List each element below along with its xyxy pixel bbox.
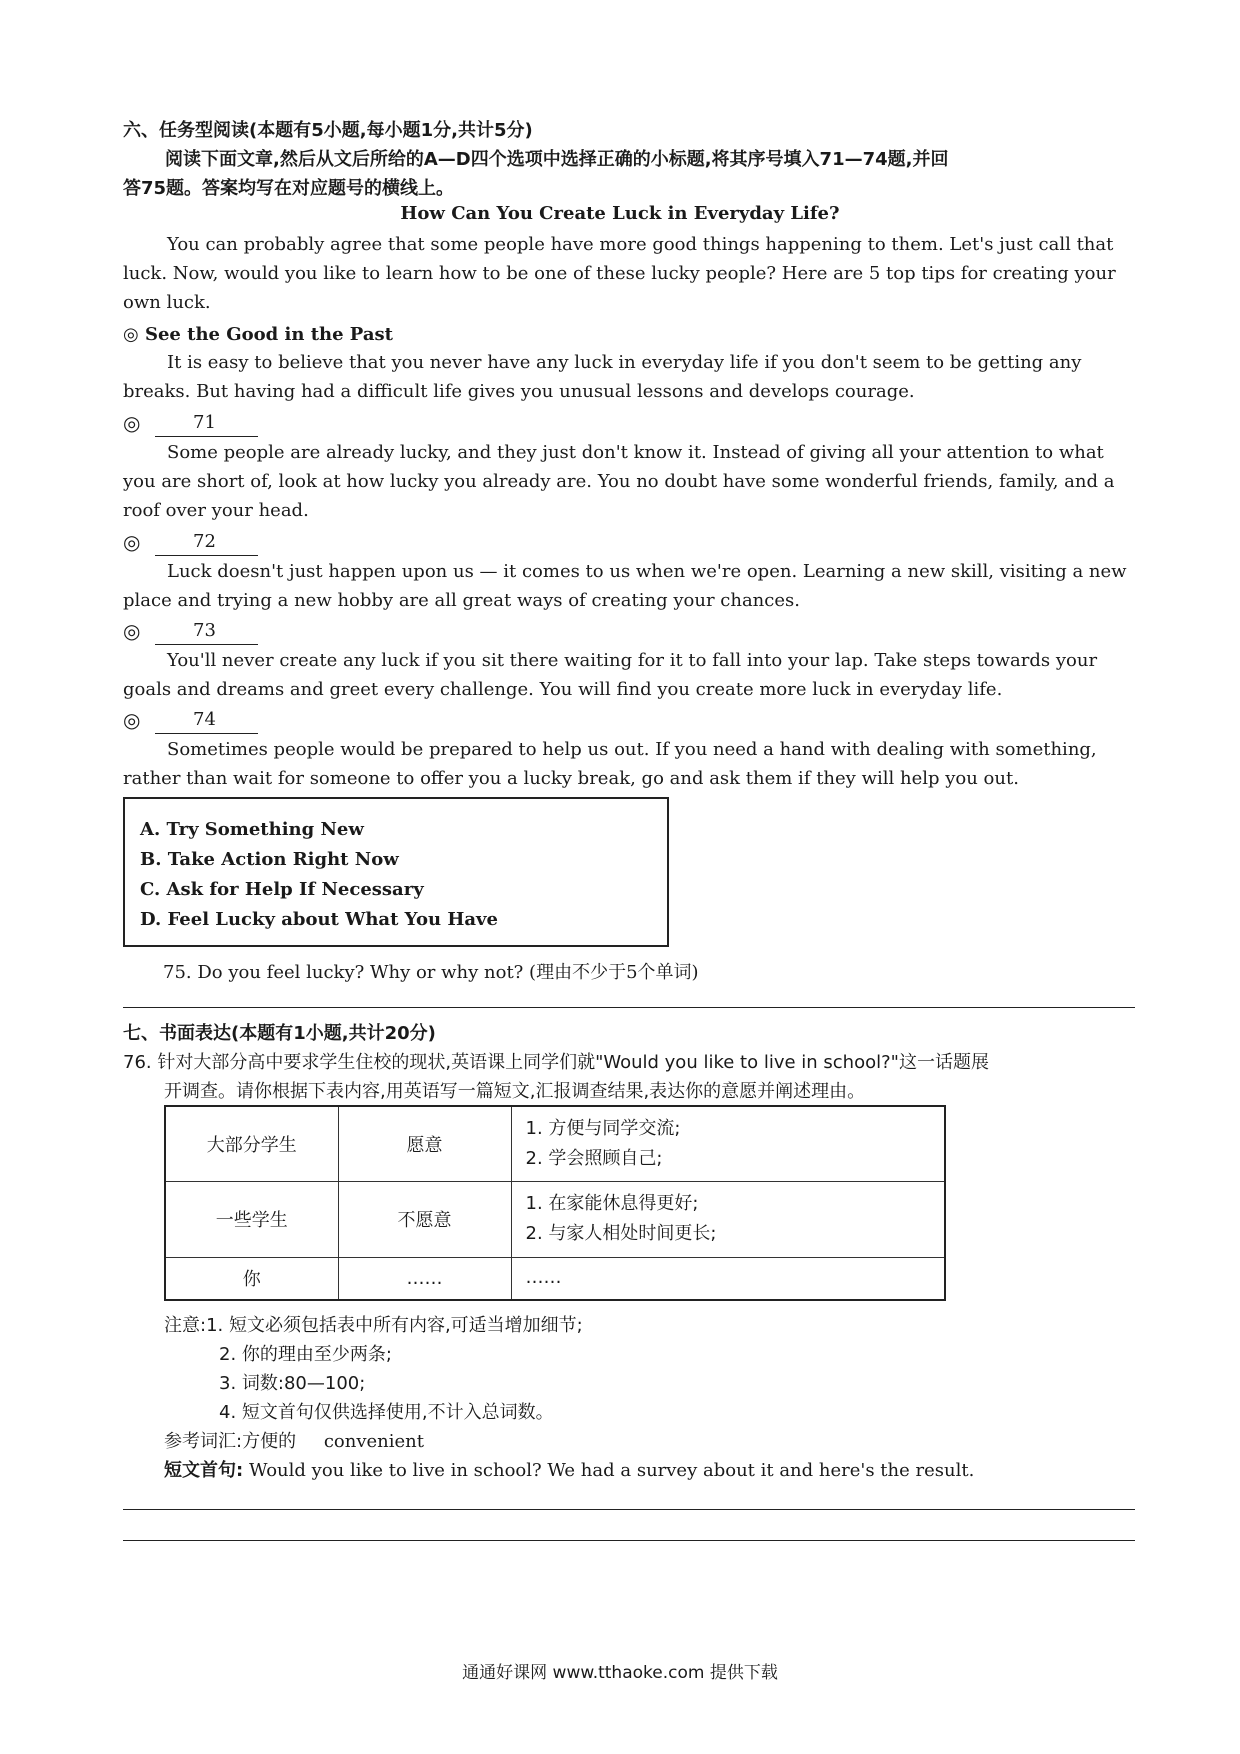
circle-icon: ◎ <box>123 530 141 554</box>
answer-line-72[interactable] <box>155 555 258 556</box>
paragraph-74: Sometimes people would be prepared to help us out. If you need a hand with dealing with something, rather than wait for someone to offer you a lucky break, go and ask them if they will help you out. <box>123 739 1097 789</box>
subheading-see-the-good: ◎ See the Good in the Past <box>123 324 393 345</box>
vocab-label: 参考词汇:方便的 <box>164 1431 297 1452</box>
vocab-word: convenient <box>323 1431 424 1452</box>
question-76-line1: 76. 针对大部分高中要求学生住校的现状,英语课上同学们就"Would you like to live in school?"这一话题展 <box>123 1052 989 1073</box>
table-cell-willing: 愿意 <box>338 1106 511 1181</box>
first-sentence-label: 短文首句: <box>164 1460 244 1481</box>
section6-instruction-line1: 阅读下面文章,然后从文后所给的A—D四个选项中选择正确的小标题,将其序号填入71—74题,并回 <box>165 149 949 170</box>
option-c: C. Ask for Help If Necessary <box>140 879 424 900</box>
table-cell-reasons <box>511 1257 945 1300</box>
blank-73 <box>123 619 140 643</box>
table-cell-willing: 不愿意 <box>338 1181 511 1257</box>
option-a: A. Try Something New <box>140 819 364 840</box>
table-row <box>165 1257 945 1300</box>
section6-instruction-line2: 答75题。答案均写在对应题号的横线上。 <box>123 178 455 199</box>
footer-source: 通通好课网 www.tthaoke.com 提供下载 <box>462 1663 778 1683</box>
survey-table <box>164 1105 946 1301</box>
circle-icon: ◎ <box>123 708 141 732</box>
options-box <box>123 797 669 947</box>
option-d: D. Feel Lucky about What You Have <box>140 909 498 930</box>
note-2: 2. 你的理由至少两条; <box>219 1344 392 1365</box>
answer-line-71[interactable] <box>155 436 258 437</box>
table-cell-who: 你 <box>165 1257 338 1300</box>
blank-74 <box>123 708 140 732</box>
table-cell-who: 大部分学生 <box>165 1106 338 1181</box>
circle-icon: ◎ <box>123 619 141 643</box>
reason: 2. 学会照顾自己; <box>525 1147 663 1169</box>
vocab-line <box>164 1427 424 1453</box>
table-row <box>165 1106 945 1181</box>
paragraph-73: You'll never create any luck if you sit there waiting for it to fall into your lap. Take steps towards your goals and dreams and greet every challenge. You will find you create more luck in everyday life. <box>123 650 1098 700</box>
table-cell-who: 一些学生 <box>165 1181 338 1257</box>
first-sentence-text: Would you like to live in school? We had a survey about it and here's the result. <box>248 1460 975 1481</box>
blank-72-number: 72 <box>193 531 216 552</box>
note-1: 注意:1. 短文必须包括表中所有内容,可适当增加细节; <box>164 1315 583 1336</box>
writing-line-2[interactable] <box>123 1540 1135 1541</box>
paragraph-72: Luck doesn't just happen upon us — it comes to us when we're open. Learning a new skill, visiting a new place and trying a new hobby are all great ways of creating your chances. <box>123 561 1127 611</box>
circle-icon: ◎ <box>123 411 141 435</box>
answer-line-73[interactable] <box>155 644 258 645</box>
passage-intro: You can probably agree that some people have more good things happening to them. Let's just call that luck. Now, would you like to learn how to be one of these lucky people? Here are 5 top tips for creating your own luck. <box>123 234 1116 313</box>
paragraph-see-the-good: It is easy to believe that you never have any luck in everyday life if you don't seem to be getting any breaks. But having had a difficult life gives you unusual lessons and develops courage. <box>123 352 1082 402</box>
note-3: 3. 词数:80—100; <box>219 1373 366 1394</box>
first-sentence-line <box>164 1456 974 1482</box>
passage-title: How Can You Create Luck in Everyday Life? <box>400 203 840 224</box>
section6-heading: 六、任务型阅读(本题有5小题,每小题1分,共计5分) <box>123 120 533 141</box>
reason: …… <box>525 1267 562 1289</box>
reason: 1. 方便与同学交流; <box>525 1117 681 1139</box>
blank-71-number: 71 <box>193 412 216 433</box>
answer-line-74[interactable] <box>155 733 258 734</box>
table-cell-reasons <box>511 1181 945 1257</box>
reason: 2. 与家人相处时间更长; <box>525 1223 717 1244</box>
table-cell-reasons <box>511 1106 945 1181</box>
answer-line-75[interactable] <box>123 1007 1135 1008</box>
blank-73-number: 73 <box>193 620 216 641</box>
writing-line-1[interactable] <box>123 1509 1135 1510</box>
paragraph-71: Some people are already lucky, and they just don't know it. Instead of giving all your attention to what you are short of, look at how lucky you already are. You no doubt have some wonderful friends, family, and a roof over your head. <box>123 442 1115 521</box>
question-75: 75. Do you feel lucky? Why or why not? (理由不少于5个单词) <box>163 962 699 983</box>
question-76-line2: 开调查。请你根据下表内容,用英语写一篇短文,汇报调查结果,表达你的意愿并阐述理由。 <box>164 1081 866 1102</box>
blank-72 <box>123 530 140 554</box>
table-row <box>165 1181 945 1257</box>
note-4: 4. 短文首句仅供选择使用,不计入总词数。 <box>219 1402 554 1423</box>
section7-heading: 七、书面表达(本题有1小题,共计20分) <box>123 1023 436 1044</box>
table-cell-willing: …… <box>338 1257 511 1300</box>
blank-74-number: 74 <box>193 709 216 730</box>
option-b: B. Take Action Right Now <box>140 849 399 870</box>
blank-71 <box>123 411 140 435</box>
reason: 1. 在家能休息得更好; <box>525 1193 699 1214</box>
